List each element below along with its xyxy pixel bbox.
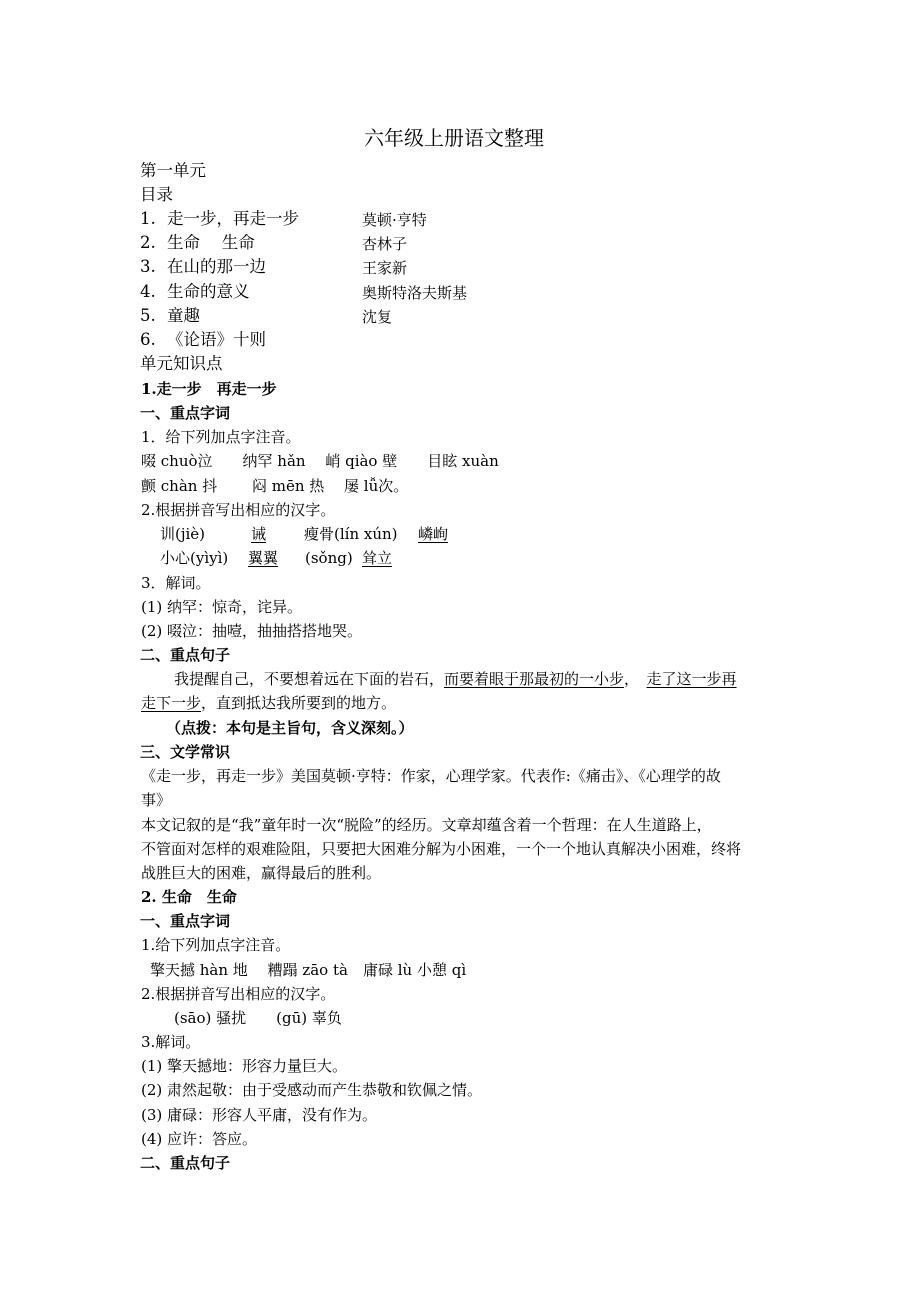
toc-title: 生命的意义	[167, 282, 250, 301]
lesson1-section-words: 一、重点字词	[140, 404, 231, 422]
toc-author: 杏林子	[362, 235, 408, 253]
key-sentence-underlined: 走了这一步再	[646, 670, 737, 688]
sentence-tip: （点拨：本句是主旨句，含义深刻。）	[166, 719, 414, 737]
lesson2-question-pinyin: 1.给下列加点字注音。	[141, 936, 291, 954]
definition: (2) 肃然起敬：由于受感动而产生恭敬和钦佩之情。	[141, 1081, 483, 1099]
key-sentence-line1	[174, 669, 737, 689]
pinyin-prompt: 训(jiè)	[160, 525, 206, 543]
toc-title: 童趣	[167, 306, 200, 325]
knowledge-label: 单元知识点	[140, 354, 223, 373]
toc-num: 5.	[140, 306, 156, 325]
unit-heading: 第一单元	[140, 161, 206, 180]
toc-title: 生命 生命	[167, 233, 255, 252]
lesson2-pinyin-row: 擎天撼 hàn 地 糟蹋 zāo tà 庸碌 lù 小憩 qì	[150, 961, 467, 979]
toc-num: 2.	[140, 233, 156, 252]
toc-title: 走一步，再走一步	[167, 209, 299, 228]
toc-author: 奥斯特洛夫斯基	[362, 284, 468, 302]
lesson1-question-hanzi: 2.根据拼音写出相应的汉字。	[141, 501, 336, 519]
lesson1-question-define: 3．解词。	[141, 574, 211, 592]
pinyin-answer: 翼翼	[248, 549, 279, 567]
lesson2-question-define: 3.解词。	[141, 1033, 201, 1051]
lesson2-hanzi-row: (sāo) 骚扰 (gū) 辜负	[174, 1009, 342, 1027]
toc-num: 1.	[140, 209, 156, 228]
lesson1-pinyin-row: 颤 chàn 抖 闷 mēn 热 屡 lǚ次。	[141, 477, 409, 495]
definition: (4) 应许：答应。	[141, 1130, 258, 1148]
key-sentence-part: 我提醒自己，不要想着远在下面的岩石，	[174, 670, 445, 688]
key-sentence-part: ，直到抵达我所要到的地方。	[201, 694, 397, 712]
literature-note: 战胜巨大的困难，赢得最后的胜利。	[141, 864, 382, 882]
pinyin-prompt: (sǒng)	[305, 549, 353, 567]
page-title: 六年级上册语文整理	[364, 126, 544, 150]
lesson1-pinyin-row: 啜 chuò泣 纳罕 hǎn 峭 qiào 壁 目眩 xuàn	[141, 452, 499, 470]
pinyin-answer: 耸立	[362, 549, 393, 567]
key-sentence-underlined: 而要着眼于那最初的一小步	[444, 670, 625, 688]
definition: (1) 纳罕：惊奇，诧异。	[141, 598, 303, 616]
toc-num: 4.	[140, 282, 156, 301]
literature-note: 不管面对怎样的艰难险阻，只要把大困难分解为小困难，一个一个地认真解决小困难，终将	[141, 840, 742, 858]
lesson1-section-literature: 三、文学常识	[140, 743, 231, 761]
literature-note: 《走一步，再走一步》美国莫顿·亨特：作家，心理学家。代表作:《痛击》、《心理学的故	[141, 767, 721, 785]
lesson2-question-hanzi: 2.根据拼音写出相应的汉字。	[141, 985, 336, 1003]
definition: (2) 啜泣：抽噎，抽抽搭搭地哭。	[141, 622, 363, 640]
literature-note: 本文记叙的是“我”童年时一次“脱险”的经历。文章却蕴含着一个哲理：在人生道路上，	[141, 816, 712, 834]
toc-author: 王家新	[362, 259, 408, 277]
lesson1-heading: 1.走一步 再走一步	[141, 380, 277, 398]
pinyin-prompt: 瘦骨(lín xún)	[304, 525, 398, 543]
toc-title: 在山的那一边	[167, 257, 266, 276]
definition: (1) 擎天撼地：形容力量巨大。	[141, 1057, 348, 1075]
lesson2-section-sentences: 二、重点句子	[140, 1154, 231, 1172]
pinyin-answer: 嶙峋	[418, 525, 449, 543]
toc-author: 沈复	[362, 308, 393, 326]
pinyin-prompt: 小心(yìyì)	[160, 549, 229, 567]
toc-author: 莫顿·亨特	[362, 211, 427, 229]
toc-title: 《论语》十则	[167, 330, 266, 349]
toc-num: 3.	[140, 257, 156, 276]
definition: (3) 庸碌：形容人平庸，没有作为。	[141, 1106, 378, 1124]
toc-num: 6.	[140, 330, 156, 349]
lesson1-question-pinyin: 1．给下列加点字注音。	[141, 428, 301, 446]
key-sentence-line2	[141, 693, 396, 713]
lesson2-section-words: 一、重点字词	[140, 912, 231, 930]
key-sentence-part: ，	[624, 670, 647, 688]
pinyin-answer: 诫	[251, 525, 267, 543]
literature-note: 事》	[141, 791, 172, 809]
lesson2-heading: 2. 生命 生命	[141, 888, 237, 906]
toc-label: 目录	[140, 185, 173, 204]
lesson1-section-sentences: 二、重点句子	[140, 646, 231, 664]
key-sentence-underlined: 走下一步	[141, 694, 202, 712]
